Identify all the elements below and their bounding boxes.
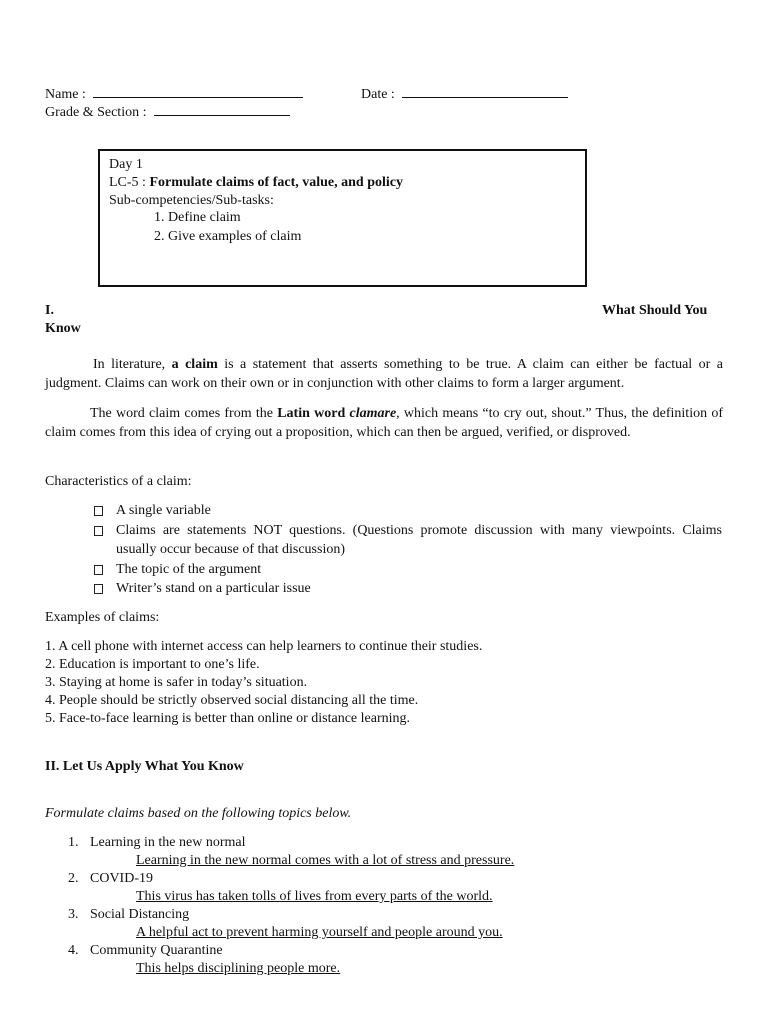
topic-answer: A helpful act to prevent harming yourself and people around you. <box>136 925 503 940</box>
para2-text-after: , which means “to cry out, shout.” Thus, the definition of claim comes from this idea of crying out a proposition, which can then be argued, verified, or disproved. <box>45 406 724 440</box>
paragraph-claim-etymology <box>45 404 723 442</box>
para2-bold-italic: clamare <box>349 406 397 421</box>
characteristic-item: A single variable <box>116 503 211 518</box>
topic-number: 3. <box>68 907 79 922</box>
para1-text-after: is a statement that asserts something to be true. A claim can either be factual or a judgment. Claims can work on their own or in conjunction with other claims to form a larger argument. <box>45 357 724 391</box>
lc-title: Formulate claims of fact, value, and policy <box>149 175 403 190</box>
task-item: 1. Define claim <box>154 210 241 225</box>
grade-section-blank[interactable] <box>154 103 290 116</box>
lc-prefix: LC-5 : <box>109 175 146 190</box>
day-label: Day 1 <box>109 157 143 172</box>
name-field[interactable] <box>45 85 303 104</box>
characteristics-heading: Characteristics of a claim: <box>45 474 192 489</box>
competency-box <box>98 149 587 287</box>
date-label: Date : <box>361 87 395 102</box>
section2-instruction: Formulate claims based on the following topics below. <box>45 806 352 821</box>
date-field[interactable] <box>361 85 568 104</box>
topic-answer: Learning in the new normal comes with a lot of stress and pressure. <box>136 853 515 868</box>
topic-number: 2. <box>68 871 79 886</box>
para1-text-before: In literature, <box>93 357 172 372</box>
examples-heading: Examples of claims: <box>45 610 160 625</box>
para1-bold: a claim <box>171 357 218 372</box>
example-item: 3. Staying at home is safer in today’s situation. <box>45 675 308 690</box>
para2-text-before: The word claim comes from the <box>90 406 278 421</box>
grade-section-field[interactable] <box>45 103 290 122</box>
lc-line <box>109 174 403 192</box>
section1-title-right: What Should You <box>602 303 708 318</box>
characteristic-item: The topic of the argument <box>116 562 262 577</box>
date-blank[interactable] <box>402 85 568 98</box>
name-blank[interactable] <box>93 85 303 98</box>
checkbox-bullet-icon <box>94 580 106 592</box>
topic-label: COVID-19 <box>90 871 153 886</box>
checkbox-bullet-icon <box>94 502 106 514</box>
example-item: 4. People should be strictly observed social distancing all the time. <box>45 693 419 708</box>
name-label: Name : <box>45 87 86 102</box>
checkbox-bullet-icon <box>94 522 106 534</box>
para2-bold: Latin word <box>277 406 350 421</box>
section2-title: II. Let Us Apply What You Know <box>45 759 244 774</box>
characteristic-item: Claims are statements NOT questions. (Questions promote discussion with many viewpoints. Claims usually occur because of that discussion) <box>116 523 722 557</box>
topic-label: Learning in the new normal <box>90 835 246 850</box>
topic-number: 1. <box>68 835 79 850</box>
topic-answer: This virus has taken tolls of lives from every parts of the world. <box>136 889 493 904</box>
checkbox-bullet-icon <box>94 561 106 573</box>
topic-label: Community Quarantine <box>90 943 223 958</box>
example-item: 2. Education is important to one’s life. <box>45 657 260 672</box>
characteristic-item: Writer’s stand on a particular issue <box>116 581 311 596</box>
topic-number: 4. <box>68 943 79 958</box>
paragraph-claim-definition <box>45 355 723 393</box>
example-item: 1. A cell phone with internet access can help learners to continue their studies. <box>45 639 483 654</box>
task-item: 2. Give examples of claim <box>154 229 302 244</box>
topic-label: Social Distancing <box>90 907 190 922</box>
grade-section-label: Grade & Section : <box>45 105 147 120</box>
section1-title-left: Know <box>45 321 81 336</box>
topic-answer: This helps disciplining people more. <box>136 961 341 976</box>
example-item: 5. Face-to-face learning is better than online or distance learning. <box>45 711 411 726</box>
sub-competencies-label: Sub-competencies/Sub-tasks: <box>109 193 274 208</box>
section1-roman: I. <box>45 303 54 318</box>
